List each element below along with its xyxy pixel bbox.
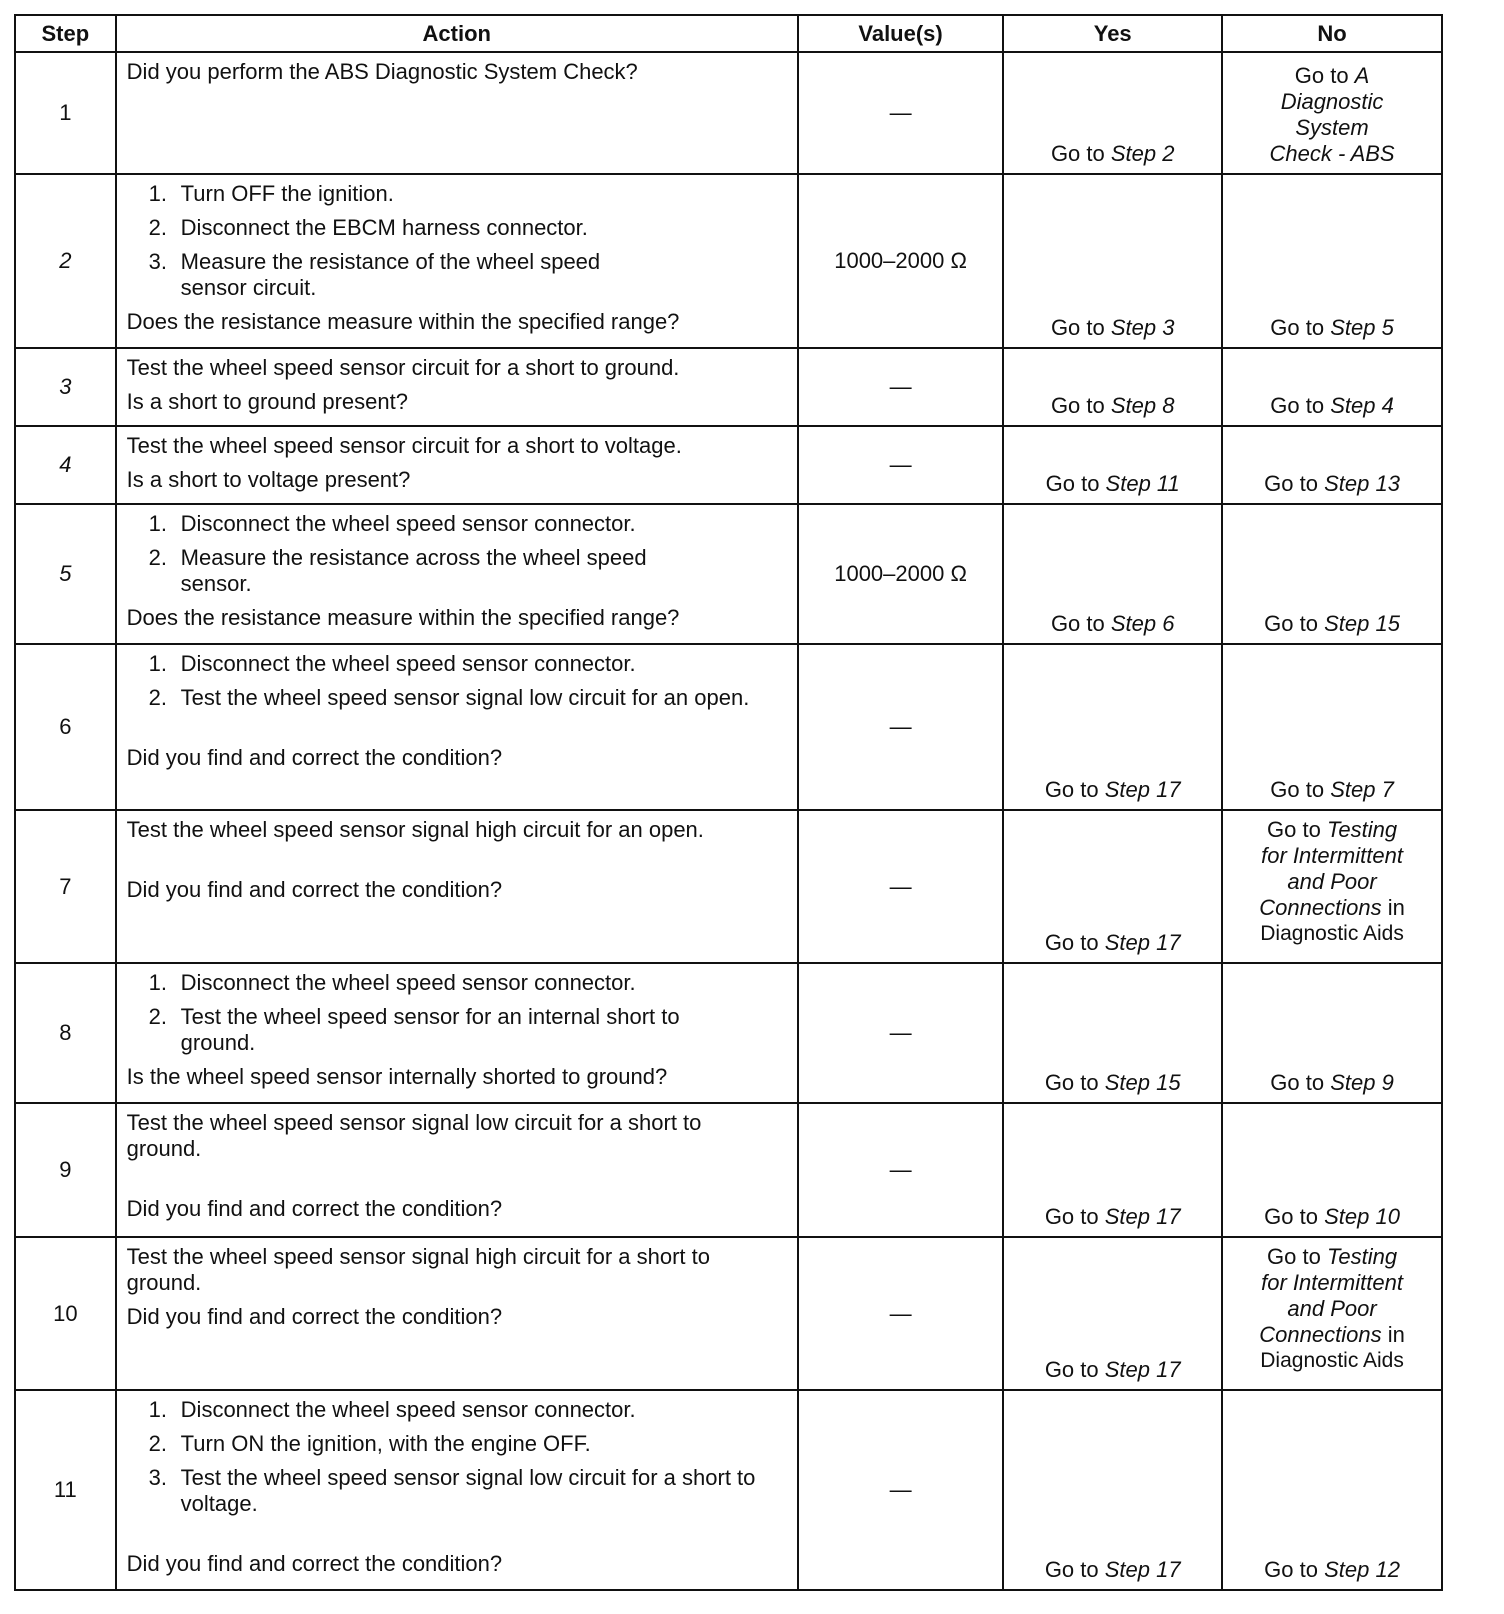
value-cell: 1000–2000 Ω [798,174,1003,348]
action-cell [116,810,798,963]
value-cell: — [798,963,1003,1103]
list-item: 1. Turn OFF the ignition. [148,181,394,206]
diagnostic-table [14,14,1443,1591]
question-text: Does the resistance measure within the specified range? [126,309,680,334]
no-text[interactable]: System [1295,115,1369,140]
question-text: Did you find and correct the condition? [126,877,503,902]
no-text-part: Connections [1259,895,1382,920]
action-cell [116,1237,798,1390]
yes-cell: Go to Step 17 [1003,1390,1222,1590]
step-number: 1 [15,52,116,174]
no-link[interactable] [1227,895,1437,921]
step-number: 9 [15,1103,116,1237]
table-row [15,348,1442,426]
list-item: 3. Measure the resistance of the wheel speed sensor circuit. [148,249,601,300]
yes-cell [1003,52,1222,174]
action-text: Test the wheel speed sensor signal high circuit for a short to ground. [126,1244,710,1295]
action-cell [116,644,798,810]
yes-step-link[interactable]: Step 11 [1105,471,1180,496]
table-header-row [15,15,1442,52]
value-cell: — [798,1390,1003,1590]
action-text: Test the wheel speed sensor circuit for a short to voltage. [126,433,682,458]
step-number: 7 [15,810,116,963]
question-text: Did you find and correct the condition? [126,1196,503,1221]
yes-cell: Go to Step 6 [1003,504,1222,644]
no-link[interactable] [1227,1244,1437,1270]
value-cell: — [798,1237,1003,1390]
list-item: 1. Disconnect the wheel speed sensor connector. [148,970,636,995]
yes-step-link[interactable]: Step 17 [1104,1357,1181,1382]
no-cell [1222,52,1442,174]
no-step-link[interactable]: Step 15 [1324,611,1400,636]
column-header-no: No [1222,15,1442,52]
yes-step-link[interactable]: Step 17 [1104,777,1181,802]
action-text: Did you perform the ABS Diagnostic System Check? [126,59,638,84]
no-cell: Go to Step 13 [1222,426,1442,504]
table-row [15,1390,1442,1590]
no-text-part: Go to [1267,1244,1327,1269]
no-link[interactable]: Diagnostic Aids [1260,922,1404,945]
value-cell: — [798,1103,1003,1237]
list-item: 1. Disconnect the wheel speed sensor connector. [148,651,636,676]
step-number: 11 [15,1390,116,1590]
value-cell: — [798,52,1003,174]
no-text-part: in [1381,1322,1405,1347]
action-text: Test the wheel speed sensor signal high circuit for an open. [126,817,704,842]
question-text: Does the resistance measure within the specified range? [126,605,680,630]
no-text-part: Go to [1294,63,1355,88]
no-text-part: Connections [1259,1322,1382,1347]
yes-step-link[interactable]: Step 2 [1110,141,1175,166]
no-link[interactable] [1227,817,1437,843]
yes-cell: Go to Step 8 [1003,348,1222,426]
yes-step-link[interactable]: Step 17 [1104,1557,1181,1582]
no-link[interactable]: Diagnostic Aids [1260,1349,1404,1372]
table-row [15,1103,1442,1237]
no-link[interactable]: for Intermittent [1261,1270,1403,1295]
table-row [15,426,1442,504]
step-number: 5 [15,504,116,644]
no-cell: Go to Step 7 [1222,644,1442,810]
yes-cell: Go to Step 17 [1003,1237,1222,1390]
column-header-step: Step [15,15,116,52]
action-text: Test the wheel speed sensor circuit for a short to ground. [126,355,680,380]
table-row [15,644,1442,810]
question-text: Did you find and correct the condition? [126,1304,503,1329]
yes-cell: Go to Step 11 [1003,426,1222,504]
list-item: 2. Measure the resistance across the wheel speed sensor. [148,545,647,596]
no-link[interactable]: and Poor [1287,1296,1377,1321]
list-item: 1. Disconnect the wheel speed sensor connector. [148,1397,636,1422]
yes-step-link[interactable]: Step 8 [1110,393,1175,418]
action-cell [116,174,798,348]
yes-step-link[interactable]: Step 6 [1110,611,1175,636]
question-text: Is a short to voltage present? [126,467,411,492]
no-text-part: Go to [1267,817,1327,842]
table-row [15,504,1442,644]
list-item: 2. Disconnect the EBCM harness connector. [148,215,588,240]
no-cell: Go to Step 15 [1222,504,1442,644]
list-item: 2. Turn ON the ignition, with the engine OFF. [148,1431,591,1456]
no-cell: Go to Step 4 [1222,348,1442,426]
action-cell [116,348,798,426]
yes-prefix: Go to [1050,141,1111,166]
column-header-yes: Yes [1003,15,1222,52]
question-text: Did you find and correct the condition? [126,745,503,770]
value-cell: — [798,426,1003,504]
value-cell: — [798,348,1003,426]
no-cell: Go to Step 10 [1222,1103,1442,1237]
no-text-part: Testing [1326,1244,1398,1269]
list-item: 3. Test the wheel speed sensor signal low circuit for a short to voltage. [148,1465,756,1516]
action-cell [116,1103,798,1237]
table-row [15,52,1442,174]
step-number: 6 [15,644,116,810]
no-step-link[interactable]: Step 13 [1324,471,1400,496]
action-cell [116,52,798,174]
no-step-link[interactable]: Step 10 [1324,1204,1400,1229]
no-text[interactable]: Check - ABS [1269,141,1395,166]
question-text: Is the wheel speed sensor internally shorted to ground? [126,1064,668,1089]
action-cell [116,963,798,1103]
table-row [15,1237,1442,1390]
yes-step-link[interactable]: Step 17 [1104,1204,1181,1229]
action-cell [116,504,798,644]
no-text[interactable]: Diagnostic [1280,89,1384,114]
step-number: 10 [15,1237,116,1390]
no-text[interactable] [1227,63,1437,89]
action-text: Test the wheel speed sensor signal low circuit for a short to ground. [126,1110,702,1161]
question-text: Did you find and correct the condition? [126,1551,503,1576]
no-step-link[interactable]: Step 12 [1324,1557,1400,1582]
question-text: Is a short to ground present? [126,389,408,414]
value-cell: — [798,810,1003,963]
value-cell: — [798,644,1003,810]
no-cell [1222,810,1442,963]
no-step-link[interactable]: Step 5 [1330,315,1394,340]
no-link[interactable]: and Poor [1287,869,1377,894]
table-row [15,174,1442,348]
no-step-link[interactable]: Step 7 [1330,777,1394,802]
action-cell [116,426,798,504]
no-text-part: in [1381,895,1405,920]
no-step-link[interactable]: Step 4 [1330,393,1394,418]
column-header-values: Value(s) [798,15,1003,52]
step-number: 4 [15,426,116,504]
list-item: 2. Test the wheel speed sensor signal low circuit for an open. [148,685,750,710]
yes-cell: Go to Step 17 [1003,810,1222,963]
table-row [15,963,1442,1103]
no-link[interactable]: for Intermittent [1261,843,1403,868]
yes-step-link[interactable]: Step 17 [1104,930,1181,955]
list-item: 1. Disconnect the wheel speed sensor connector. [148,511,636,536]
no-cell: Go to Step 5 [1222,174,1442,348]
yes-cell: Go to Step 3 [1003,174,1222,348]
action-cell [116,1390,798,1590]
no-link[interactable] [1227,1322,1437,1348]
yes-cell: Go to Step 17 [1003,1103,1222,1237]
table-row [15,810,1442,963]
no-cell: Go to Step 9 [1222,963,1442,1103]
value-cell: 1000–2000 Ω [798,504,1003,644]
no-text-part: Testing [1326,817,1398,842]
step-number: 3 [15,348,116,426]
no-cell [1222,1237,1442,1390]
no-step-link[interactable]: Step 9 [1330,1070,1394,1095]
no-text-part: A [1354,63,1370,88]
step-number: 8 [15,963,116,1103]
yes-cell: Go to Step 15 [1003,963,1222,1103]
yes-step-link[interactable]: Step 15 [1104,1070,1181,1095]
yes-step-link[interactable]: Step 3 [1110,315,1175,340]
list-item: 2. Test the wheel speed sensor for an internal short to ground. [148,1004,680,1055]
yes-cell: Go to Step 17 [1003,644,1222,810]
step-number: 2 [15,174,116,348]
column-header-action: Action [116,15,798,52]
no-cell: Go to Step 12 [1222,1390,1442,1590]
